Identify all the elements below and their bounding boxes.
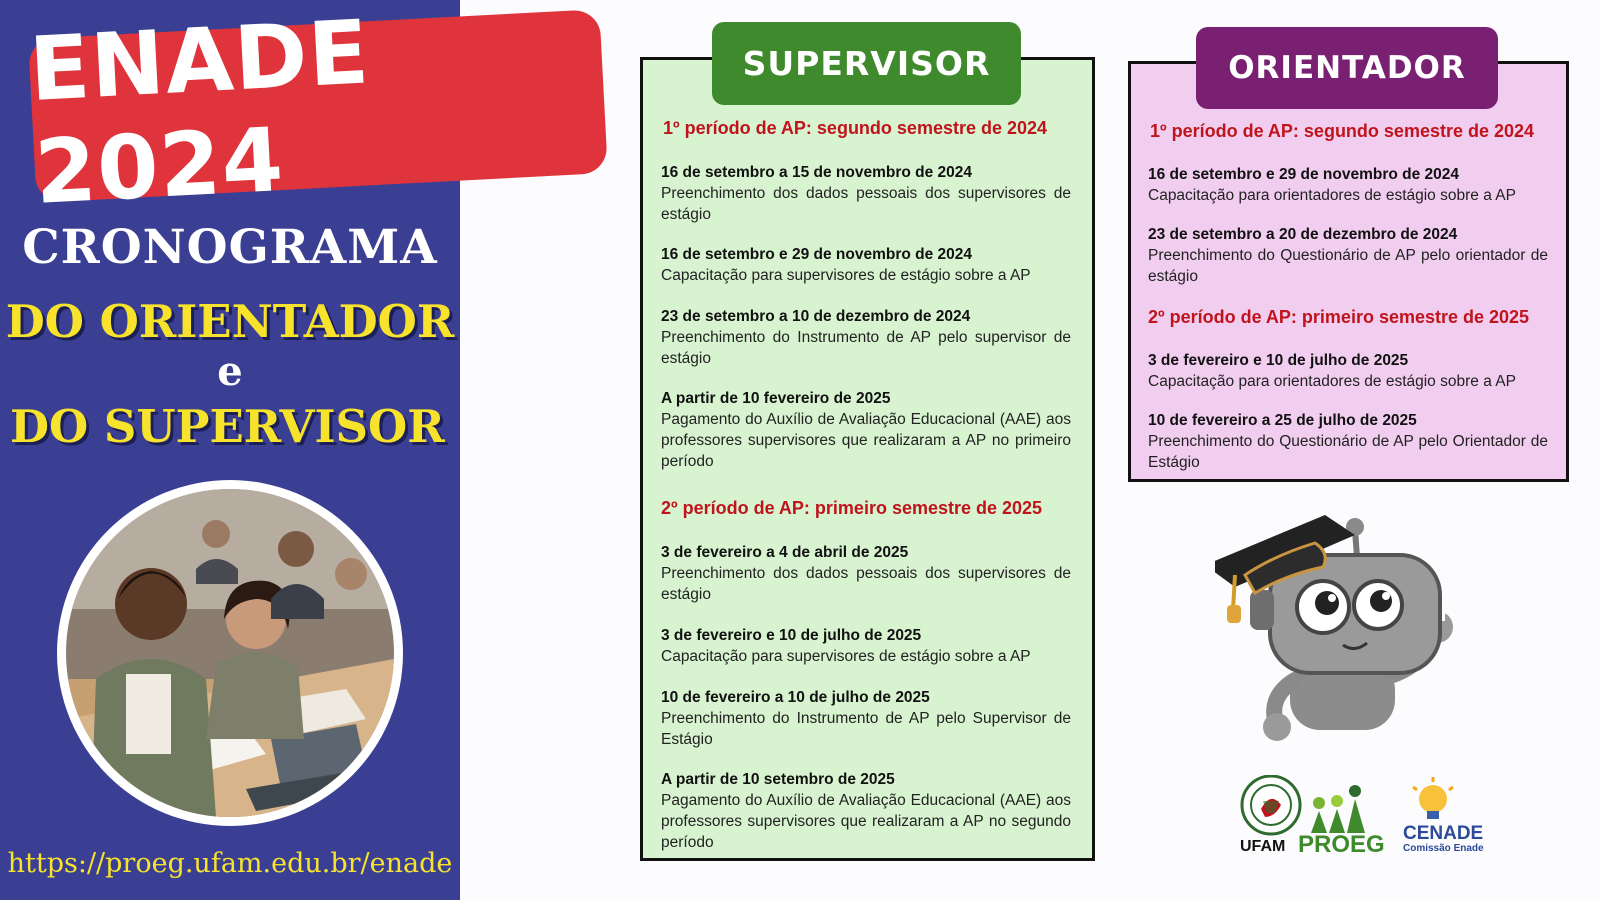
entry-description: Capacitação para supervisores de estágio sobre a AP [661,648,1031,665]
proeg-url-link[interactable]: https://proeg.ufam.edu.br/enade [7,848,453,879]
entry-date: 16 de setembro a 15 de novembro de 2024 [661,164,972,181]
orientador-period-1-title: 1º período de AP: segundo semestre de 2024 [1150,121,1535,141]
supervisor-entry [661,542,1071,605]
entry-date: A partir de 10 fevereiro de 2025 [661,390,891,407]
title-do-supervisor: DO SUPERVISOR [10,400,445,453]
supervisor-entry [661,162,1071,225]
ufam-seal-icon [1239,775,1309,837]
entry-description: Pagamento do Auxílio de Avaliação Educacional (AAE) aos professores supervisores que realizaram a AP no segundo período [661,792,1071,851]
cenade-logo-text: CENADE [1403,823,1484,844]
supervisor-entry [661,769,1071,853]
entry-description: Preenchimento dos dados pessoais dos supervisores de estágio [661,185,1071,223]
title-e: e [217,348,243,395]
logos-area [1235,775,1515,865]
supervisor-period-1-title: 1º período de AP: segundo semestre de 2024 [663,118,1048,138]
entry-description: Capacitação para orientadores de estágio sobre a AP [1148,373,1516,390]
entry-date: 3 de fevereiro e 10 de julho de 2025 [1148,352,1409,369]
orientador-entry [1148,224,1548,287]
entry-date: 23 de setembro a 10 de dezembro de 2024 [661,308,971,325]
supervisor-entry [661,687,1071,750]
entry-date: 3 de fevereiro e 10 de julho de 2025 [661,627,922,644]
entry-date: 3 de fevereiro a 4 de abril de 2025 [661,544,909,561]
orientador-header: ORIENTADOR [1196,27,1498,109]
entry-description: Preenchimento do Instrumento de AP pelo Supervisor de Estágio [661,710,1071,748]
lightbulb-icon [1403,775,1463,825]
supervisor-entry [661,244,1071,286]
entry-description: Pagamento do Auxílio de Avaliação Educacional (AAE) aos professores supervisores que realizaram a AP no primeiro período [661,411,1071,470]
orientador-entry [1148,410,1548,473]
supervisor-entry [661,625,1071,667]
title-do-orientador: DO ORIENTADOR [5,295,455,348]
entry-date: A partir de 10 setembro de 2025 [661,771,895,788]
entry-date: 10 de fevereiro a 25 de julho de 2025 [1148,412,1417,429]
entry-description: Capacitação para supervisores de estágio sobre a AP [661,267,1031,284]
supervisor-period-2-title: 2º período de AP: primeiro semestre de 2025 [661,498,1043,518]
entry-date: 16 de setembro e 29 de novembro de 2024 [1148,166,1459,183]
supervisor-header: SUPERVISOR [712,22,1021,105]
entry-description: Preenchimento dos dados pessoais dos supervisores de estágio [661,565,1071,603]
entry-description: Capacitação para orientadores de estágio sobre a AP [1148,187,1516,204]
entry-date: 10 de fevereiro a 10 de julho de 2025 [661,689,930,706]
students-photo [66,489,394,817]
orientador-entry [1148,164,1548,206]
proeg-logo-icon [1305,783,1375,838]
orientador-entry [1148,350,1548,392]
orientador-period-2-title: 2º período de AP: primeiro semestre de 2025 [1148,307,1530,327]
entry-description: Preenchimento do Questionário de AP pelo Orientador de Estágio [1148,433,1548,471]
enade-title: ENADE 2024 [27,0,372,224]
supervisor-entry [661,306,1071,369]
supervisor-entry [661,388,1071,472]
ufam-logo-text: UFAM [1240,838,1286,855]
entry-date: 23 de setembro a 20 de dezembro de 2024 [1148,226,1458,243]
title-cronograma: CRONOGRAMA [22,220,438,275]
cenade-subtitle: Comissão Enade [1403,843,1484,854]
proeg-logo-text: PROEG [1298,831,1385,858]
entry-description: Preenchimento do Instrumento de AP pelo supervisor de estágio [661,329,1071,367]
robot-mascot-icon [1215,495,1465,750]
entry-date: 16 de setembro e 29 de novembro de 2024 [661,246,972,263]
entry-description: Preenchimento do Questionário de AP pelo orientador de estágio [1148,247,1548,285]
